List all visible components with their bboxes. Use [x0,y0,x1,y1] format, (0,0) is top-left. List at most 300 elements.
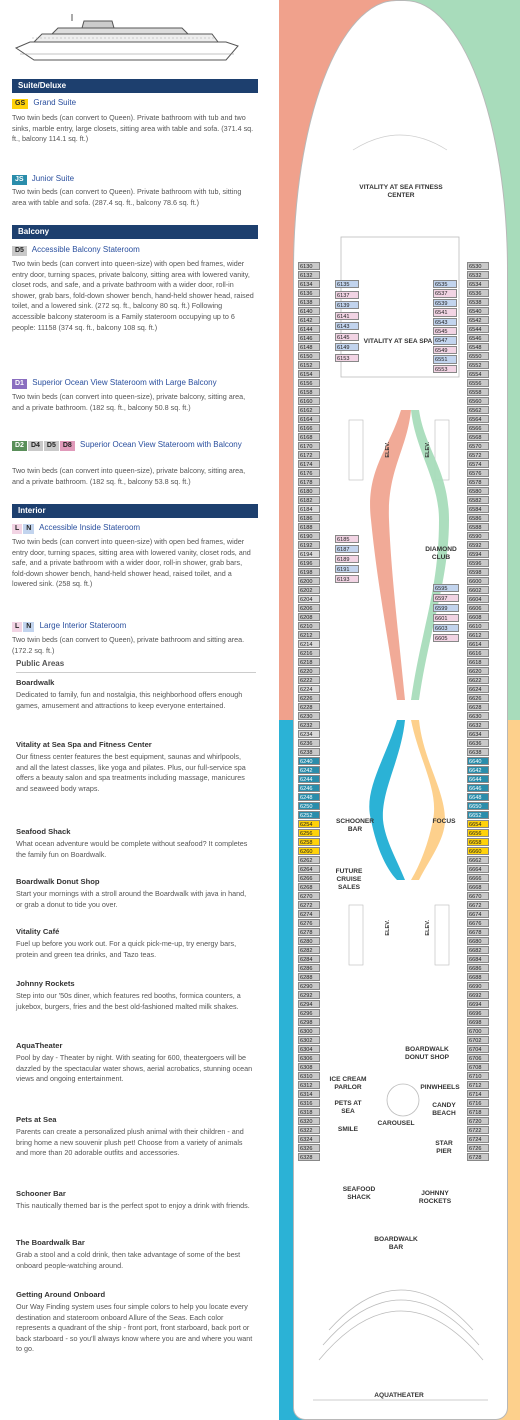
category-superior-balcony [12,439,258,451]
cabin-starboard[interactable]: 6544 [467,325,489,333]
cabin-inner[interactable]: 6599 [433,604,459,612]
cabin-port[interactable]: 6208 [298,613,320,621]
cabin-starboard[interactable]: 6720 [467,1117,489,1125]
cabin-port[interactable]: 6328 [298,1153,320,1161]
cabin-port[interactable]: 6150 [298,352,320,360]
cabin-inner[interactable]: 6145 [335,333,359,341]
cabin-inner[interactable]: 6537 [433,289,457,297]
cabin-port[interactable]: 6172 [298,451,320,459]
cabin-inner[interactable]: 6193 [335,575,359,583]
cabin-starboard[interactable]: 6562 [467,406,489,414]
cabin-starboard[interactable]: 6570 [467,442,489,450]
cabin-port[interactable]: 6130 [298,262,320,270]
cabin-starboard[interactable]: 6608 [467,613,489,621]
cabin-inner[interactable]: 6541 [433,308,457,316]
cabin-port[interactable]: 6312 [298,1081,320,1089]
cabin-starboard[interactable]: 6714 [467,1090,489,1098]
cabin-starboard[interactable]: 6680 [467,937,489,945]
section-header-interior: Interior [12,504,258,518]
public-area-title: Seafood Shack [16,827,71,836]
cabin-starboard[interactable]: 6698 [467,1018,489,1026]
cabin-inner[interactable]: 6595 [433,584,459,592]
cabin-port[interactable]: 6268 [298,883,320,891]
cabin-starboard[interactable]: 6716 [467,1099,489,1107]
cabin-inner[interactable]: 6601 [433,614,459,622]
cabin-port[interactable]: 6324 [298,1135,320,1143]
category-grand-suite [12,97,258,109]
cabin-starboard[interactable]: 6600 [467,577,489,585]
cabin-starboard[interactable]: 6686 [467,964,489,972]
cabin-port[interactable]: 6176 [298,469,320,477]
category-code: D4 [28,441,43,451]
cabin-inner[interactable]: 6153 [335,354,359,362]
cabin-starboard[interactable]: 6646 [467,784,489,792]
cabin-port[interactable]: 6170 [298,442,320,450]
cabin-inner[interactable]: 6549 [433,346,457,354]
cabin-starboard[interactable]: 6638 [467,748,489,756]
public-area-title: The Boardwalk Bar [16,1238,85,1247]
cabin-starboard[interactable]: 6572 [467,451,489,459]
venue-future-cruise-sales[interactable]: FUTURE CRUISE SALES [335,868,363,891]
elevator-label: ELEV. [425,920,431,936]
elevator-label: ELEV. [385,442,391,458]
venue-candy-beach[interactable]: CANDY BEACH [432,1102,456,1117]
cabin-starboard[interactable]: 6532 [467,271,489,279]
cabin-port[interactable]: 6146 [298,334,320,342]
venue-ice-cream-parlor[interactable]: ICE CREAM PARLOR [329,1076,367,1091]
cabin-port[interactable]: 6326 [298,1144,320,1152]
cabin-starboard[interactable]: 6564 [467,415,489,423]
cabin-starboard[interactable]: 6552 [467,361,489,369]
cabin-inner[interactable]: 6597 [433,594,459,602]
cabin-inner[interactable]: 6551 [433,355,457,363]
public-area-title: Boardwalk Donut Shop [16,877,100,886]
cabin-starboard[interactable]: 6542 [467,316,489,324]
category-superior-large-balcony [12,377,258,389]
category-code: JS [12,175,27,185]
cabin-port[interactable]: 6182 [298,496,320,504]
cabin-starboard[interactable]: 6658 [467,838,489,846]
cabin-starboard[interactable]: 6554 [467,370,489,378]
cabin-starboard[interactable]: 6718 [467,1108,489,1116]
cabin-starboard[interactable]: 6692 [467,991,489,999]
category-code: L [12,524,22,534]
public-area-desc: Our Way Finding system uses four simple colors to help you locate every destination and stateroom onboard Allure of the Seas. Each color represents a quadrant of the ship - front port, front starboard, back port or back starboard - so you'll always know where you are and where you want to go. [16,1302,253,1354]
cabin-starboard[interactable]: 6670 [467,892,489,900]
category-title: Accessible Inside Stateroom [39,523,141,532]
section-header-suite: Suite/Deluxe [12,79,258,93]
cabin-starboard[interactable]: 6580 [467,487,489,495]
cabin-starboard[interactable]: 6568 [467,433,489,441]
public-area-title: Getting Around Onboard [16,1290,106,1299]
cabin-starboard[interactable]: 6590 [467,532,489,540]
cabin-starboard[interactable]: 6546 [467,334,489,342]
cabin-starboard[interactable]: 6602 [467,586,489,594]
cabin-port[interactable]: 6248 [298,793,320,801]
cabin-port[interactable]: 6186 [298,514,320,522]
public-area-desc: Grab a stool and a cold drink, then take advantage of some of the best onboard people-watching around. [16,1250,241,1270]
cabin-port[interactable]: 6238 [298,748,320,756]
cabin-port[interactable]: 6140 [298,307,320,315]
cabin-starboard[interactable]: 6660 [467,847,489,855]
cabin-port[interactable]: 6220 [298,667,320,675]
category-code: L [12,622,22,632]
public-area-desc: This nautically themed bar is the perfect spot to enjoy a drink with friends. [16,1201,250,1210]
cabin-port[interactable]: 6260 [298,847,320,855]
public-area-desc: Parents can create a personalized plush animal with their children - and bring home a new souvenir plush pet! Choose from a variety of animals and more than 20 adorable outfits and accessories. [16,1127,244,1158]
cabin-port[interactable]: 6222 [298,676,320,684]
cabin-port[interactable]: 6228 [298,703,320,711]
venue-smile[interactable]: SMILE [337,1126,359,1133]
cabin-starboard[interactable]: 6710 [467,1072,489,1080]
cabin-port[interactable]: 6188 [298,523,320,531]
cabin-port[interactable]: 6158 [298,388,320,396]
cabin-starboard[interactable]: 6632 [467,721,489,729]
category-accessible-balcony [12,244,258,256]
category-code: D1 [12,379,27,389]
cabin-starboard[interactable]: 6636 [467,739,489,747]
cabin-port[interactable]: 6144 [298,325,320,333]
category-title: Grand Suite [33,98,77,107]
category-title: Superior Ocean View Stateroom with Large Balcony [32,378,217,387]
cabin-port[interactable]: 6236 [298,739,320,747]
category-desc: Two twin beds (can convert to Queen). Private bathroom with tub, sitting area with table and sofa. (287.4 sq. ft., balcony 78.6 sq. ft.) [12,187,242,207]
venue-johnny-rockets[interactable]: JOHNNY ROCKETS [418,1190,452,1205]
cabin-inner[interactable]: 6553 [433,365,457,373]
cabin-starboard[interactable]: 6672 [467,901,489,909]
cabin-port[interactable]: 6168 [298,433,320,441]
cabin-port[interactable]: 6192 [298,541,320,549]
category-code: N [23,524,34,534]
public-area-title: Pets at Sea [16,1115,57,1124]
cabin-port[interactable]: 6216 [298,649,320,657]
cabin-inner[interactable]: 6543 [433,318,457,326]
cabin-starboard[interactable]: 6728 [467,1153,489,1161]
cabin-port[interactable]: 6288 [298,973,320,981]
cabin-port[interactable]: 6254 [298,820,320,828]
cabin-port[interactable]: 6200 [298,577,320,585]
cabin-starboard[interactable]: 6634 [467,730,489,738]
venue-pets-at-sea[interactable]: PETS AT SEA [334,1100,362,1115]
cabin-starboard[interactable]: 6644 [467,775,489,783]
cabin-port[interactable]: 6316 [298,1099,320,1107]
cabin-starboard[interactable]: 6594 [467,550,489,558]
cabin-port[interactable]: 6298 [298,1018,320,1026]
ship-profile-icon [12,8,242,70]
venue-carousel[interactable]: CAROUSEL [377,1120,415,1127]
cabin-starboard[interactable]: 6712 [467,1081,489,1089]
cabin-port[interactable]: 6166 [298,424,320,432]
cabin-port[interactable]: 6164 [298,415,320,423]
cabin-port[interactable]: 6264 [298,865,320,873]
cabin-starboard[interactable]: 6664 [467,865,489,873]
cabin-inner[interactable]: 6189 [335,555,359,563]
cabin-port[interactable]: 6290 [298,982,320,990]
cabin-port[interactable]: 6190 [298,532,320,540]
venue-fitness-center[interactable]: VITALITY AT SEA FITNESS CENTER [359,184,443,199]
category-title: Junior Suite [31,174,75,183]
cabin-starboard[interactable]: 6604 [467,595,489,603]
cabin-starboard[interactable]: 6534 [467,280,489,288]
cabin-starboard[interactable]: 6688 [467,973,489,981]
cabin-port[interactable]: 6142 [298,316,320,324]
cabin-port[interactable]: 6276 [298,919,320,927]
cabin-port[interactable]: 6242 [298,766,320,774]
category-title: Accessible Balcony Stateroom [31,245,140,254]
public-area-title: Vitality Café [16,927,60,936]
cabin-starboard[interactable]: 6706 [467,1054,489,1062]
venue-pinwheels[interactable]: PINWHEELS [420,1084,460,1091]
cabin-port[interactable]: 6280 [298,937,320,945]
venue-boardwalk-bar[interactable]: BOARDWALK BAR [374,1236,418,1251]
cabin-port[interactable]: 6296 [298,1009,320,1017]
cabin-starboard[interactable]: 6726 [467,1144,489,1152]
cabin-port[interactable]: 6152 [298,361,320,369]
cabin-starboard[interactable]: 6668 [467,883,489,891]
cabin-starboard[interactable]: 6724 [467,1135,489,1143]
cabin-starboard[interactable]: 6624 [467,685,489,693]
cabin-port[interactable]: 6206 [298,604,320,612]
cabin-starboard[interactable]: 6654 [467,820,489,828]
cabin-inner[interactable]: 6139 [335,301,359,309]
cabin-starboard[interactable]: 6536 [467,289,489,297]
category-code: D5 [44,441,59,451]
cabin-starboard[interactable]: 6584 [467,505,489,513]
cabin-starboard[interactable]: 6596 [467,559,489,567]
cabin-starboard[interactable]: 6694 [467,1000,489,1008]
cabin-starboard[interactable]: 6674 [467,910,489,918]
section-header-balcony: Balcony [12,225,258,239]
cabin-inner[interactable]: 6191 [335,565,359,573]
cabin-port[interactable]: 6318 [298,1108,320,1116]
cabin-port[interactable]: 6250 [298,802,320,810]
cabin-starboard[interactable]: 6614 [467,640,489,648]
cabin-port[interactable]: 6202 [298,586,320,594]
cabin-starboard[interactable]: 6630 [467,712,489,720]
category-large-interior [12,620,258,632]
cabin-port[interactable]: 6308 [298,1063,320,1071]
category-desc: Two twin beds (can convert to Queen), private bathroom and sitting area. (172.2 sq. ft.) [12,635,245,655]
cabin-starboard[interactable]: 6652 [467,811,489,819]
public-area-title: Boardwalk [16,678,55,687]
cabin-starboard[interactable]: 6612 [467,631,489,639]
cabin-port[interactable]: 6304 [298,1045,320,1053]
cabin-starboard[interactable]: 6702 [467,1036,489,1044]
cabin-port[interactable]: 6234 [298,730,320,738]
cabin-inner[interactable]: 6141 [335,312,359,320]
cabin-port[interactable]: 6162 [298,406,320,414]
cabin-port[interactable]: 6154 [298,370,320,378]
cabin-inner[interactable]: 6137 [335,291,359,299]
cabin-port[interactable]: 6232 [298,721,320,729]
cabin-port[interactable]: 6212 [298,631,320,639]
category-code: D8 [60,441,75,451]
venue-seafood-shack[interactable]: SEAFOOD SHACK [342,1186,376,1201]
cabin-port[interactable]: 6258 [298,838,320,846]
cabin-starboard[interactable]: 6574 [467,460,489,468]
cabin-port[interactable]: 6174 [298,460,320,468]
category-desc: Two twin beds (can convert into queen-size) with open bed frames, wider entry door, turning spaces, private balcony, sitting area with lowered vanity, closet rods, and safe, and a private bathroom with a wider door, roll-in shower, grab bars, fold-down shower bench, hand-held shower head, raised toilet, and a lowered sink. (272 sq. ft., balcony 80 sq. ft.) Following accessible balcony stateroom is a Family stateroom occupying up to 6 people: 11158 (374 sq. ft., balcony 108 sq. ft.) [12,259,254,332]
cabin-starboard[interactable]: 6666 [467,874,489,882]
category-title: Superior Ocean View Stateroom with Balcony [80,440,242,449]
cabin-port[interactable]: 6300 [298,1027,320,1035]
cabin-port[interactable]: 6320 [298,1117,320,1125]
deck-plan [279,0,520,1420]
cabin-starboard[interactable]: 6662 [467,856,489,864]
cabin-port[interactable]: 6134 [298,280,320,288]
cabin-inner[interactable]: 6535 [433,280,457,288]
cabin-port[interactable]: 6266 [298,874,320,882]
cabin-starboard[interactable]: 6642 [467,766,489,774]
cabin-port[interactable]: 6310 [298,1072,320,1080]
cabin-starboard[interactable]: 6678 [467,928,489,936]
cabin-port[interactable]: 6138 [298,298,320,306]
cabin-port[interactable]: 6256 [298,829,320,837]
cabin-port[interactable]: 6178 [298,478,320,486]
public-area-desc: Step into our '50s diner, which features red booths, formica counters, a jukebox, burgers, fries and the best old-fashioned malted milk shakes. [16,991,241,1011]
cabin-port[interactable]: 6286 [298,964,320,972]
cabin-starboard[interactable]: 6616 [467,649,489,657]
cabin-inner[interactable]: 6545 [433,327,457,335]
category-junior-suite [12,173,258,185]
cabin-starboard[interactable]: 6696 [467,1009,489,1017]
public-area-title: Vitality at Sea Spa and Fitness Center [16,740,152,749]
category-code: D5 [12,246,27,256]
cabin-port[interactable]: 6214 [298,640,320,648]
cabin-starboard[interactable]: 6556 [467,379,489,387]
cabin-starboard[interactable]: 6598 [467,568,489,576]
cabin-starboard[interactable]: 6690 [467,982,489,990]
cabin-port[interactable]: 6274 [298,910,320,918]
cabin-inner[interactable]: 6603 [433,624,459,632]
cabin-port[interactable]: 6244 [298,775,320,783]
cabin-port[interactable]: 6314 [298,1090,320,1098]
cabin-port[interactable]: 6148 [298,343,320,351]
cabin-port[interactable]: 6210 [298,622,320,630]
cabin-starboard[interactable]: 6700 [467,1027,489,1035]
cabin-starboard[interactable]: 6682 [467,946,489,954]
cabin-starboard[interactable]: 6704 [467,1045,489,1053]
cabin-inner[interactable]: 6185 [335,535,359,543]
cabin-port[interactable]: 6194 [298,550,320,558]
cabin-starboard[interactable]: 6656 [467,829,489,837]
cabin-inner[interactable]: 6187 [335,545,359,553]
cabin-port[interactable]: 6246 [298,784,320,792]
cabin-starboard[interactable]: 6548 [467,343,489,351]
cabin-starboard[interactable]: 6620 [467,667,489,675]
cabin-starboard[interactable]: 6618 [467,658,489,666]
cabin-port[interactable]: 6196 [298,559,320,567]
cabin-port[interactable]: 6282 [298,946,320,954]
cabin-port[interactable]: 6156 [298,379,320,387]
venue-diamond-club[interactable]: DIAMOND CLUB [425,546,457,561]
cabin-starboard[interactable]: 6606 [467,604,489,612]
cabin-port[interactable]: 6294 [298,1000,320,1008]
venue-schooner-bar[interactable]: SCHOONER BAR [335,818,375,833]
venue-focus[interactable]: FOCUS [432,818,456,825]
cabin-port[interactable]: 6184 [298,505,320,513]
cabin-port[interactable]: 6226 [298,694,320,702]
cabin-port[interactable]: 6252 [298,811,320,819]
public-area-desc: Our fitness center features the best equipment, saunas and whirlpools, and all the latest classes, like yoga and pilates. Plus, our full-service spa offers a beauty salon and spa treatments including massage, manicures and seaweed body wraps. [16,752,246,793]
venue-star-pier[interactable]: STAR PIER [435,1140,453,1155]
elevator-label: ELEV. [385,920,391,936]
category-desc: Two twin beds (can convert into queen-size), private balcony, sitting area, and a private bathroom. (182 sq. ft., balcony 50.8 sq. ft.) [12,392,246,412]
cabin-inner[interactable]: 6135 [335,280,359,288]
public-area-title: Schooner Bar [16,1189,66,1198]
cabin-starboard[interactable]: 6676 [467,919,489,927]
cabin-starboard[interactable]: 6610 [467,622,489,630]
cabin-starboard[interactable]: 6558 [467,388,489,396]
cabin-starboard[interactable]: 6628 [467,703,489,711]
cabin-starboard[interactable]: 6530 [467,262,489,270]
cabin-port[interactable]: 6272 [298,901,320,909]
cabin-port[interactable]: 6198 [298,568,320,576]
cabin-starboard[interactable]: 6640 [467,757,489,765]
cabin-port[interactable]: 6262 [298,856,320,864]
cabin-starboard[interactable]: 6592 [467,541,489,549]
category-code: D2 [12,441,27,451]
public-area-desc: Start your mornings with a stroll around the Boardwalk with java in hand, or grab a donut to tide you over. [16,889,247,909]
cabin-port[interactable]: 6284 [298,955,320,963]
cabin-port[interactable]: 6180 [298,487,320,495]
cabin-port[interactable]: 6240 [298,757,320,765]
cabin-port[interactable]: 6270 [298,892,320,900]
cabin-port[interactable]: 6322 [298,1126,320,1134]
cabin-starboard[interactable]: 6622 [467,676,489,684]
cabin-starboard[interactable]: 6684 [467,955,489,963]
cabin-inner[interactable]: 6605 [433,634,459,642]
venue-spa[interactable]: VITALITY AT SEA SPA [363,338,433,345]
cabin-port[interactable]: 6136 [298,289,320,297]
cabin-starboard[interactable]: 6566 [467,424,489,432]
cabin-inner[interactable]: 6143 [335,322,359,330]
cabin-starboard[interactable]: 6650 [467,802,489,810]
cabin-port[interactable]: 6230 [298,712,320,720]
cabin-starboard[interactable]: 6588 [467,523,489,531]
cabin-starboard[interactable]: 6538 [467,298,489,306]
cabin-starboard[interactable]: 6582 [467,496,489,504]
cabin-starboard[interactable]: 6722 [467,1126,489,1134]
cabin-inner[interactable]: 6539 [433,299,457,307]
cabin-starboard[interactable]: 6586 [467,514,489,522]
venue-aquatheater[interactable]: AQUATHEATER [374,1392,424,1399]
cabin-inner[interactable]: 6149 [335,343,359,351]
cabin-port[interactable]: 6132 [298,271,320,279]
cabin-port[interactable]: 6302 [298,1036,320,1044]
cabin-starboard[interactable]: 6550 [467,352,489,360]
cabin-starboard[interactable]: 6626 [467,694,489,702]
venue-donut-shop[interactable]: BOARDWALK DONUT SHOP [405,1046,449,1061]
cabin-port[interactable]: 6218 [298,658,320,666]
cabin-starboard[interactable]: 6576 [467,469,489,477]
cabin-port[interactable]: 6224 [298,685,320,693]
cabin-port[interactable]: 6306 [298,1054,320,1062]
category-accessible-inside [12,522,258,534]
cabin-port[interactable]: 6278 [298,928,320,936]
cabin-starboard[interactable]: 6578 [467,478,489,486]
divider [16,672,256,673]
public-area-desc: Fuel up before you work out. For a quick pick-me-up, try energy bars, protein and green tea drinks, and Tazo teas. [16,939,237,959]
cabin-inner[interactable]: 6547 [433,336,457,344]
cabin-starboard[interactable]: 6648 [467,793,489,801]
cabin-port[interactable]: 6160 [298,397,320,405]
cabin-starboard[interactable]: 6708 [467,1063,489,1071]
cabin-port[interactable]: 6292 [298,991,320,999]
cabin-starboard[interactable]: 6560 [467,397,489,405]
cabin-starboard[interactable]: 6540 [467,307,489,315]
cabin-port[interactable]: 6204 [298,595,320,603]
